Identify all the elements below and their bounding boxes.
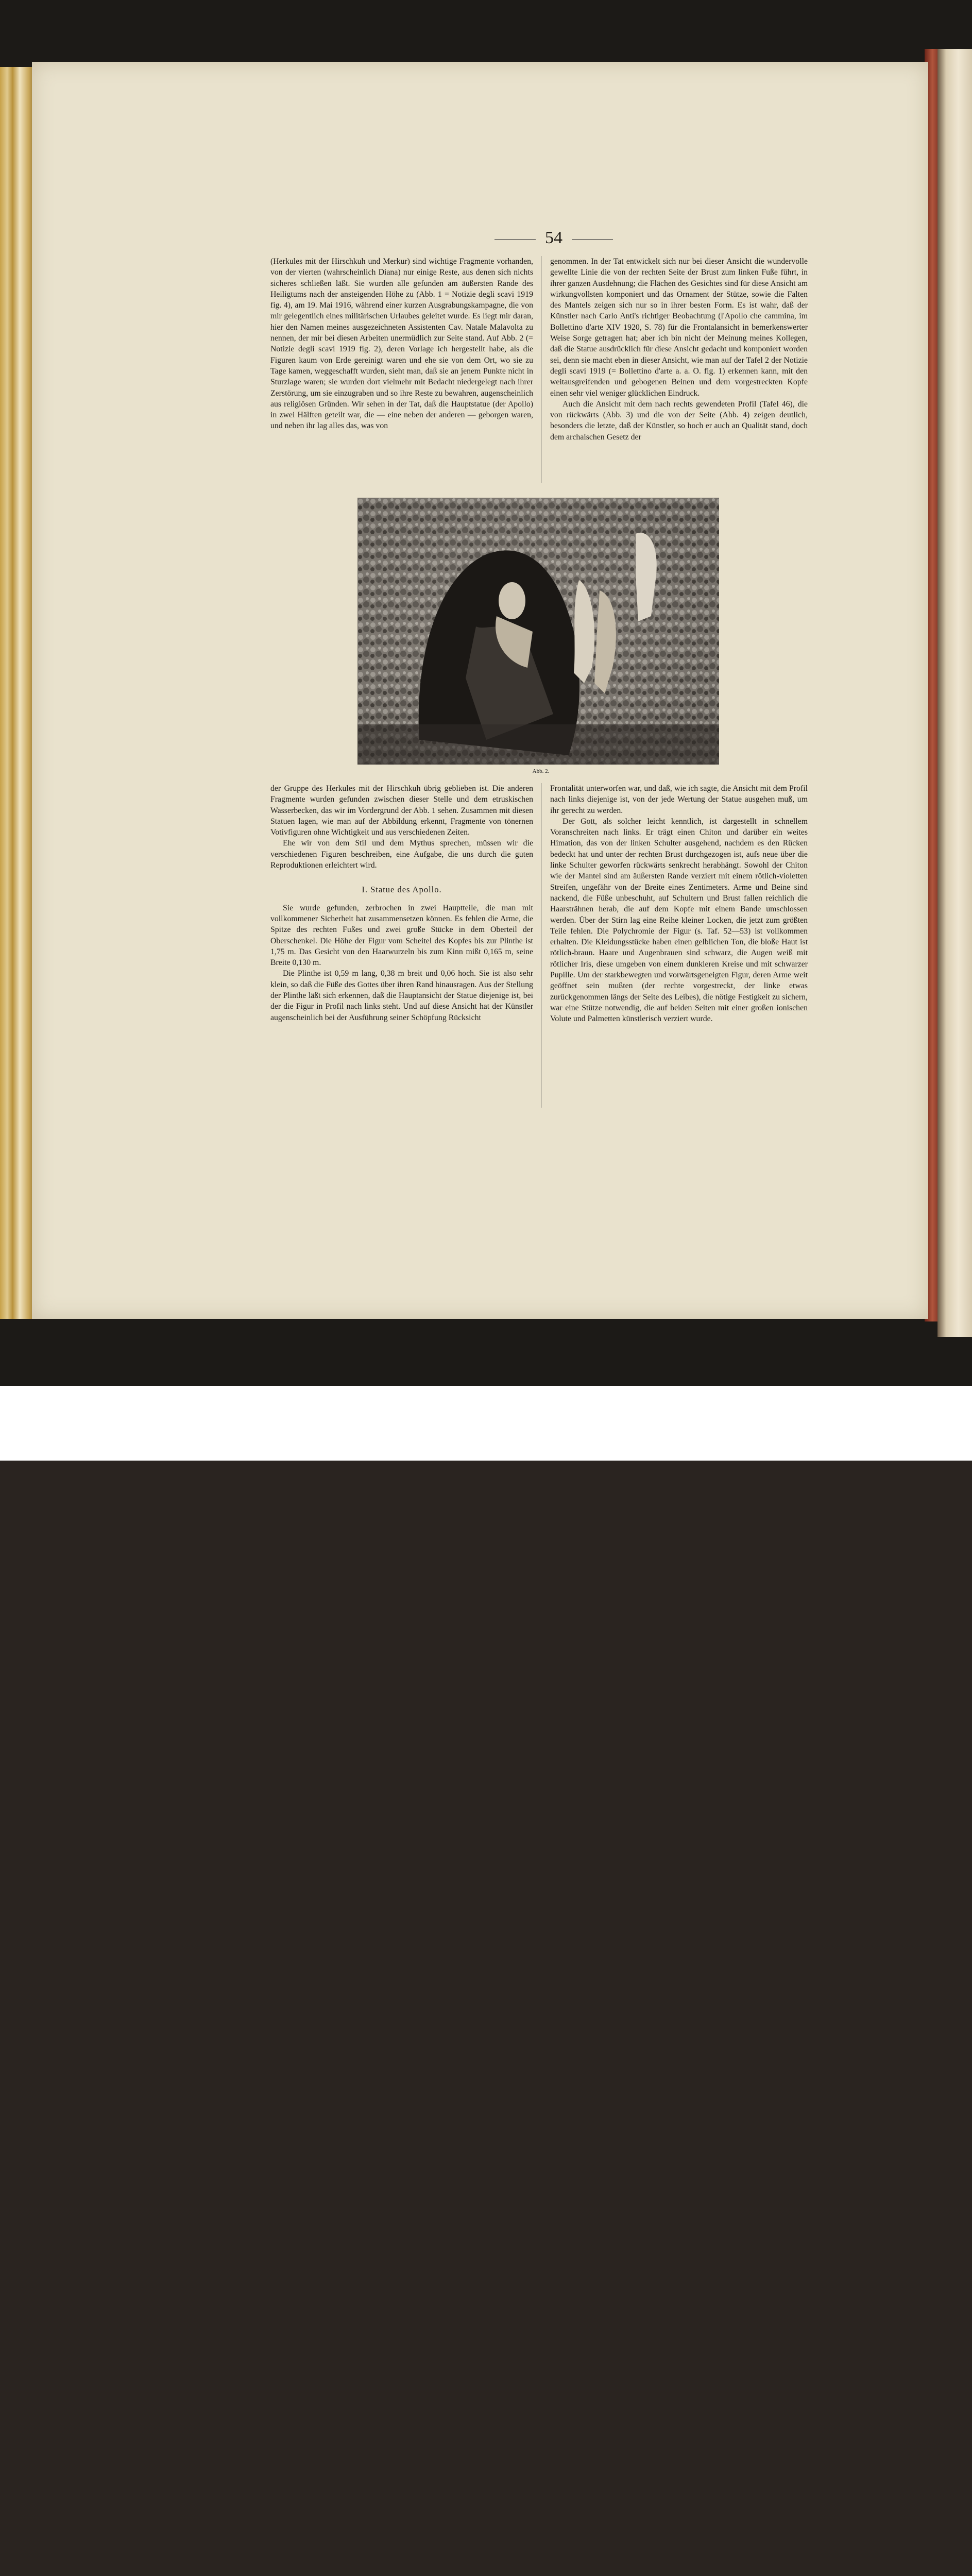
paragraph: genommen. In der Tat entwickelt sich nur bei dieser Ansicht die wundervolle gewellte Linie die von der rechten Seite der Brust zum linken Fuße führt, in ihrer ganzen Ausdehnung; die Flächen des Gesichtes sind für diese Ansicht am wirkungvollsten komponiert und das Ornament der Stütze, sowie die Falten des Mantels zeigen sich nur so in ihrer besten Form. Es ist wahr, daß der Künstler nach Carlo Anti's richtiger Beobachtung (l'Apollo che cammina, im Bollettino d'arte XIV 1920, S. 78) für die Frontalansicht in bemerkenswerter Weise Sorge getragen hat; aber ich bin nicht der Meinung meines Kollegen, daß die Statue ausdrücklich für diese Ansicht gedacht und komponiert worden sei, denn sie macht eben in dieser Ansicht, wie man auf der Tafel 2 der Notizie degli scavi 1919 (= Bollettino d'arte a. a. O. fig. 1) erkennen kann, mit den weitausgreifenden und gebogenen Beinen und dem vorgestreckten Kopfe einen sehr viel weniger glücklichen Eindruck.	[550, 257, 808, 398]
paragraph: Frontalität unterworfen war, und daß, wie ich sagte, die Ansicht mit dem Profil nach links diejenige ist, von der jede Wertung der Statue ausgehen muß, um ihr gerecht zu werden.	[550, 784, 808, 815]
paragraph: der Gruppe des Herkules mit der Hirschkuh übrig geblieben ist. Die anderen Fragmente wurden gefunden zwischen dieser Stelle und dem etruskischen Wasserbecken, das wir im Vordergrund der Abb. 1 sehen. Zusammen mit diesen Statuen lagen, wie man auf der Abbildung erkennt, Fragmente von tönernen Votivfiguren ohne Wichtigkeit und aus verschiedenen Zeiten.	[270, 784, 533, 837]
excavation-photo-image	[357, 498, 719, 765]
paragraph: Der Gott, als solcher leicht kenntlich, ist dargestellt in schnellem Voranschreiten nach links. Er trägt einen Chiton und darüber ein weites Himation, das von der linken Schulter ausgehend, nachdem es den Rücken bedeckt hat und unter der rechten Brust durchgezogen ist, aufs neue über die linke Schulter geworfen rückwärts senkrecht herabhängt. Sowohl der Chiton wie der Mantel sind am äußersten Rande verziert mit einem rötlich-violetten Streifen, ungefähr von der Breite eines Zentimeters. Arme und Beine sind nackend, die Füße unbeschuht, auf Schultern und Brust fallen reichlich die Haarsträhnen herab, die auf dem Kopfe mit einem Bande umschlossen werden. Über der Stirn lag eine Reihe kleiner Locken, die jetzt zum größten Teile fehlen. Die Polychromie der Figur (s. Taf. 52—53) ist vollkommen erhalten. Die Kleidungsstücke haben einen gelblichen Ton, die bloße Haut ist rötlich-braun. Haare und Augenbrauen sind schwarz, die Augen weiß mit rötlicher Iris, diese umgeben von einem dunkleren Kreise und mit schwarzer Pupille. Um der starkbewegten und vorwärtsgeneigten Figur, deren Arme weit geöffnet sein mußten (der rechte vorgestreckt, der linke etwas zurückgenommen längs der Seite des Leibes), die nötige Festigkeit zu sichern, war eine Stütze notwendig, die auf beiden Seiten mit einer großen ionischen Volute und Palmetten künstlerisch verziert wurde.	[550, 817, 808, 1024]
page-number: 54	[474, 228, 634, 248]
right-page-edge	[937, 49, 972, 1337]
excavation-photo	[357, 498, 719, 765]
paragraph: Ehe wir von dem Stil und dem Mythus sprechen, müssen wir die verschiedenen Figuren beschreiben, eine Aufgabe, die uns durch die guten Reproduktionen erleichtert wird.	[270, 839, 533, 870]
paragraph: Auch die Ansicht mit dem nach rechts gewendeten Profil (Tafel 46), die von rückwärts (Abb. 3) und die von der Seite (Abb. 4) zeigen deutlich, besonders die letzte, daß der Künstler, so hoch er auch an Qualität stand, doch dem archaischen Gesetz der	[550, 399, 808, 442]
paragraph: Sie wurde gefunden, zerbrochen in zwei Hauptteile, die man mit vollkommener Sicherheit hat zusammensetzen können. Es fehlen die Arme, die Spitze des rechten Fußes und zwei große Stücke in dem Oberteil der Oberschenkel. Die Höhe der Figur vom Scheitel des Kopfes bis zur Plinthe ist 1,75 m. Das Gesicht von den Haarwurzeln bis zum Kinn mißt 0,165 m, seine Breite 0,130 m.	[270, 903, 533, 968]
figure-caption: Abb. 2.	[532, 768, 550, 774]
book-page-edges	[0, 67, 36, 1319]
paragraph: (Herkules mit der Hirschkuh und Merkur) sind wichtige Fragmente vorhanden, von der vierten (wahrscheinlich Diana) nur einige Reste, aus denen sich nichts sicheres schließen läßt. Sie wurden alle gefunden am äußersten Rande des Heiligtums nach der ansteigenden Höhe zu (Abb. 1 = Notizie degli scavi 1919 fig. 4), am 19. Mai 1916, während einer kurzen Ausgrabungskampagne, die von mir gelegentlich eines militärischen Urlaubes geleitet wurde. Es liegt mir daran, hier den Namen meines ausgezeichneten Assistenten Cav. Natale Malavolta zu nennen, der mir bei diesen Arbeiten unermüdlich zur Seite stand. Auf Abb. 2 (= Notizie degli scavi 1919 fig. 2), deren Vorlage ich hergestellt habe, als die Figuren kaum von Erde gereinigt waren und ehe sie von dem Ort, wo sie zu Tage kamen, weggeschafft wurden, sieht man, daß sie an jenem Punkte nicht in Sturzlage waren; sie wurden dort vielmehr mit Bedacht niedergelegt nach ihrer Zerstörung, um sie einzugraben und so ihre Reste zu bewahren, augenscheinlich aus religiösen Gründen. Wir sehen in der Tat, daß die Hauptstatue (der Apollo) in zwei Hälften geteilt war, die — eine neben der anderen — geborgen waren, und neben ihr lag alles das, was von	[270, 257, 533, 431]
text-column-bottom-right	[550, 783, 808, 1025]
text-column-bottom-left	[270, 783, 533, 1023]
text-column-top-right	[550, 256, 808, 443]
viewer-footer	[0, 1386, 972, 1461]
text-column-top-left	[270, 256, 533, 432]
section-heading: I. Statue des Apollo.	[362, 885, 442, 895]
paragraph: Die Plinthe ist 0,59 m lang, 0,38 m breit und 0,06 hoch. Sie ist also sehr klein, so daß die Füße des Gottes über ihren Rand hinausragen. Aus der Stellung der Plinthe läßt sich erkennen, daß die Hauptansicht der Statue diejenige ist, bei der die Figur in Profil nach links steht. Und auf diese Ansicht hat der Künstler augenscheinlich bei der Ausführung seiner Schöpfung Rücksicht	[270, 969, 533, 1022]
